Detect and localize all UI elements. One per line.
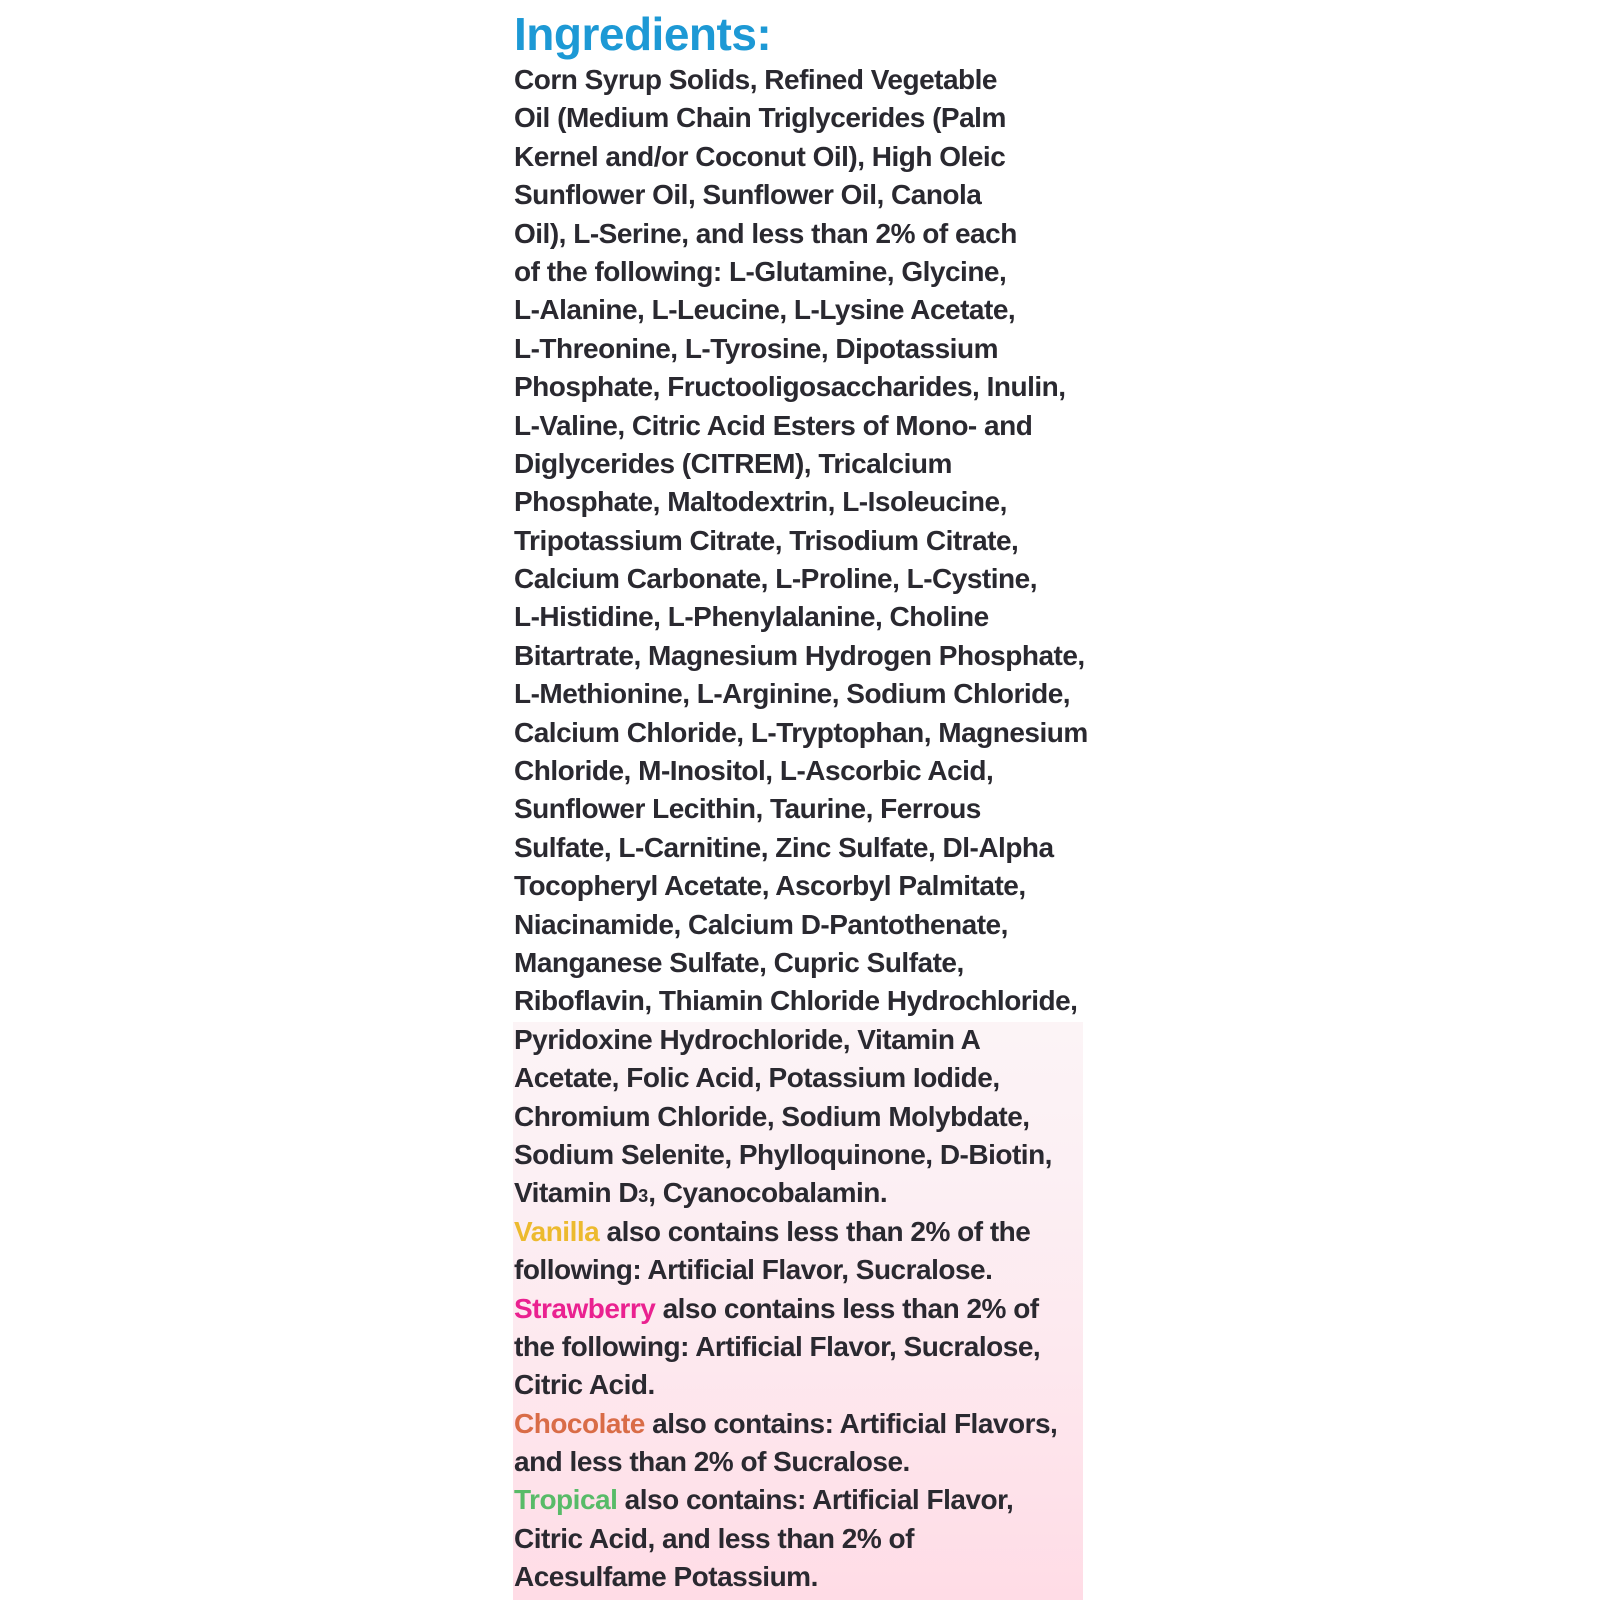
flavor-name-strawberry: Strawberry: [514, 1292, 656, 1324]
text-segment: Acesulfame Potassium.: [514, 1561, 818, 1593]
text-segment: Pyridoxine Hydrochloride, Vitamin A: [514, 1023, 981, 1055]
ingredient-line: [514, 176, 1088, 214]
flavor-name-vanilla: Vanilla: [514, 1215, 600, 1247]
text-segment: Corn Syrup Solids, Refined Vegetable: [514, 64, 997, 95]
ingredient-line: [514, 407, 1088, 445]
text-segment: L-Threonine, L-Tyrosine, Dipotassium: [514, 332, 998, 364]
text-segment: L-Alanine, L-Leucine, L-Lysine Acetate,: [514, 294, 1016, 326]
text-segment: Chloride, M-Inositol, L-Ascorbic Acid,: [514, 755, 994, 787]
ingredient-line: [514, 368, 1088, 406]
ingredient-line: [514, 637, 1088, 675]
ingredient-line: [514, 675, 1088, 713]
text-segment: Acetate, Folic Acid, Potassium Iodide,: [514, 1062, 1000, 1094]
text-segment: Oil), L-Serine, and less than 2% of each: [514, 217, 1017, 249]
text-segment: L-Methionine, L-Arginine, Sodium Chloride,: [514, 678, 1071, 710]
ingredient-line: [514, 1481, 1088, 1519]
page-title: Ingredients:: [514, 8, 772, 60]
text-segment: also contains less than 2% of: [655, 1292, 1039, 1324]
text-segment: also contains less than 2% of the: [599, 1215, 1031, 1247]
text-segment: Niacinamide, Calcium D-Pantothenate,: [514, 908, 1008, 940]
text-segment: Bitartrate, Magnesium Hydrogen Phosphate,: [514, 639, 1085, 671]
ingredient-line: [514, 1520, 1088, 1558]
ingredient-line: [514, 906, 1088, 944]
text-segment: Sunflower Oil, Sunflower Oil, Canola: [514, 179, 982, 211]
ingredient-line: [514, 99, 1088, 137]
ingredient-line: [514, 1443, 1088, 1481]
ingredient-line: [514, 1366, 1088, 1404]
text-segment: and less than 2% of Sucralose.: [514, 1446, 910, 1478]
ingredient-line: [514, 1405, 1088, 1443]
text-segment: , Cyanocobalamin.: [648, 1177, 888, 1209]
text-segment: Sulfate, L-Carnitine, Zinc Sulfate, Dl-Alpha: [514, 831, 1054, 863]
text-segment: also contains: Artificial Flavor,: [617, 1484, 1014, 1516]
ingredient-line: [514, 1021, 1088, 1059]
text-segment: the following: Artificial Flavor, Sucralose,: [514, 1330, 1041, 1362]
text-segment: Sodium Selenite, Phylloquinone, D-Biotin,: [514, 1138, 1052, 1170]
label-content: [514, 8, 771, 60]
ingredient-line: [514, 522, 1088, 560]
ingredient-line: [514, 829, 1088, 867]
ingredient-line: [514, 1174, 1088, 1212]
text-segment: of the following: L-Glutamine, Glycine,: [514, 255, 1007, 287]
text-segment: Tripotassium Citrate, Trisodium Citrate,: [514, 524, 1019, 556]
ingredient-line: [514, 982, 1088, 1020]
ingredient-line: [514, 1059, 1088, 1097]
text-segment: Citric Acid, and less than 2% of: [514, 1522, 914, 1554]
text-segment: following: Artificial Flavor, Sucralose.: [514, 1254, 993, 1286]
flavor-name-tropical: Tropical: [514, 1484, 618, 1516]
ingredient-line: [514, 790, 1088, 828]
ingredient-line: [514, 944, 1088, 982]
ingredient-line: [514, 1290, 1088, 1328]
text-segment: Manganese Sulfate, Cupric Sulfate,: [514, 946, 964, 978]
text-segment: L-Histidine, L-Phenylalanine, Choline: [514, 601, 989, 633]
ingredient-line: [514, 330, 1088, 368]
ingredient-line: [514, 215, 1088, 253]
flavor-name-chocolate: Chocolate: [514, 1407, 645, 1439]
text-segment: Chromium Chloride, Sodium Molybdate,: [514, 1100, 1030, 1132]
ingredient-line: [514, 253, 1088, 291]
ingredient-line: [514, 291, 1088, 329]
ingredient-line: [514, 61, 1088, 99]
ingredient-line: [514, 1098, 1088, 1136]
text-segment: Phosphate, Fructooligosaccharides, Inulin,: [514, 371, 1066, 403]
text-segment: Tocopheryl Acetate, Ascorbyl Palmitate,: [514, 870, 1026, 902]
text-segment: L-Valine, Citric Acid Esters of Mono- and: [514, 409, 1033, 441]
text-segment: Vitamin D: [514, 1177, 639, 1209]
ingredient-line: [514, 560, 1088, 598]
text-segment: Calcium Carbonate, L-Proline, L-Cystine,: [514, 563, 1037, 595]
ingredient-line: [514, 1136, 1088, 1174]
text-segment: Sunflower Lecithin, Taurine, Ferrous: [514, 793, 981, 825]
ingredient-line: [514, 598, 1088, 636]
ingredient-line: [514, 1213, 1088, 1251]
text-segment: Kernel and/or Coconut Oil), High Oleic: [514, 140, 1006, 172]
ingredient-line: [514, 714, 1088, 752]
text-segment: Phosphate, Maltodextrin, L-Isoleucine,: [514, 486, 1007, 518]
text-segment: also contains: Artificial Flavors,: [644, 1407, 1058, 1439]
text-segment: Riboflavin, Thiamin Chloride Hydrochloride,: [514, 985, 1078, 1017]
ingredients-lines: [514, 61, 1088, 1597]
subscript-digit: 3: [638, 1186, 649, 1207]
ingredient-line: [514, 867, 1088, 905]
ingredient-line: [514, 445, 1088, 483]
ingredient-line: [514, 1558, 1088, 1596]
text-segment: Calcium Chloride, L-Tryptophan, Magnesium: [514, 716, 1088, 748]
ingredient-line: [514, 1251, 1088, 1289]
text-segment: Oil (Medium Chain Triglycerides (Palm: [514, 102, 1006, 134]
text-segment: Citric Acid.: [514, 1369, 655, 1401]
ingredient-line: [514, 483, 1088, 521]
ingredient-line: [514, 752, 1088, 790]
ingredient-line: [514, 138, 1088, 176]
text-segment: Diglycerides (CITREM), Tricalcium: [514, 447, 952, 479]
ingredient-line: [514, 1328, 1088, 1366]
